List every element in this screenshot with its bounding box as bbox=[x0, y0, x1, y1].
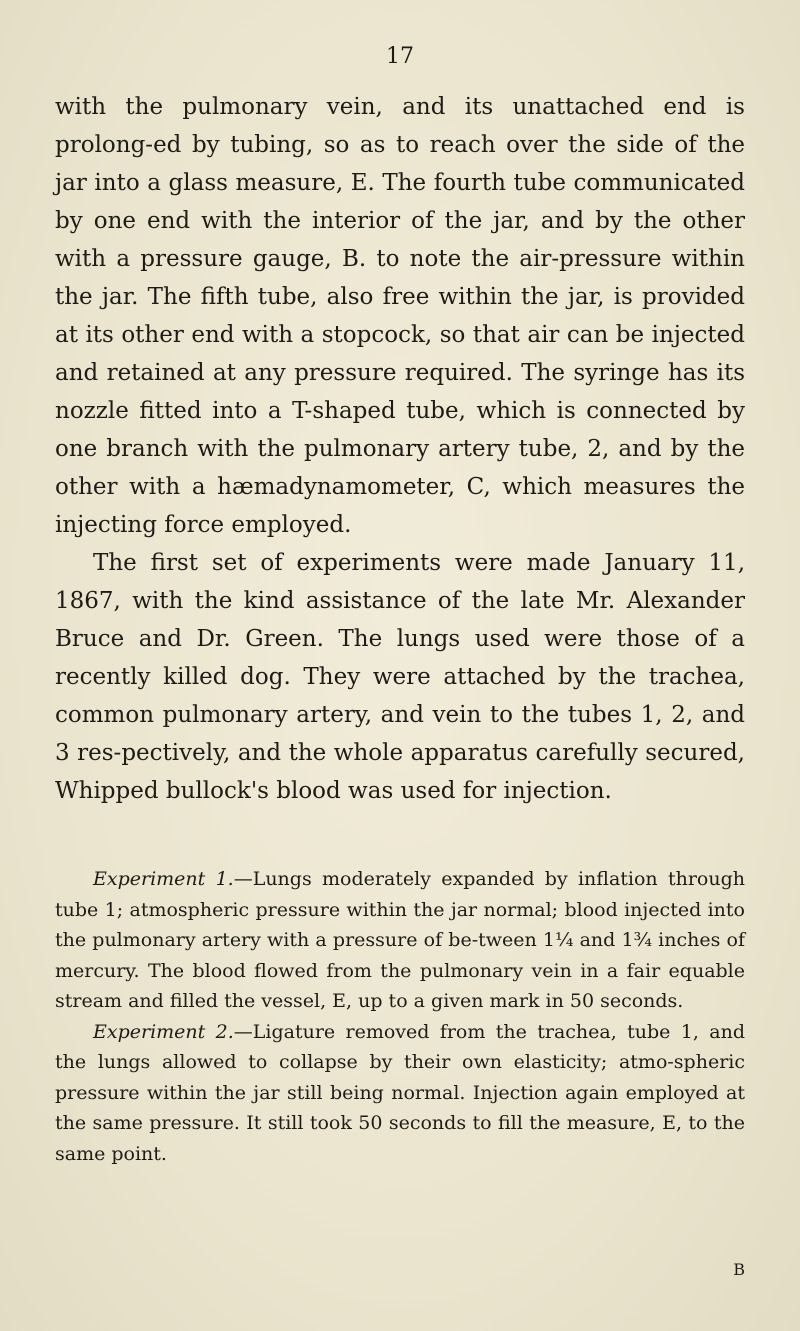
page-number: 17 bbox=[386, 44, 414, 69]
signature-mark: B bbox=[733, 1260, 745, 1279]
experiments-section bbox=[55, 864, 745, 1169]
main-text bbox=[55, 88, 745, 810]
paragraph-first-experiments: The first set of experiments were made January 11, 1867, with the kind assistance of the late Mr. Alexander Bruce and Dr. Green. The lungs used were those of a recently killed dog. They were attached by the trachea, common pulmonary artery, and vein to the tubes 1, 2, and 3 res-pectively, and the whole apparatus carefully secured, Whipped bullock's blood was used for injection. bbox=[55, 550, 745, 804]
experiment-2-label: Experiment 2. bbox=[93, 1020, 234, 1043]
experiment-1-paragraph bbox=[55, 864, 745, 1017]
experiment-1-label: Experiment 1. bbox=[93, 868, 234, 890]
paragraph-apparatus-description: with the pulmonary vein, and its unattached end is prolong-ed by tubing, so as to reach over the side of the jar into a glass measure, E. The fourth tube communicated by one end with the interior of the jar, and by the other with a pressure gauge, B. to note the air-pressure within the jar. The fifth tube, also free within the jar, is provided at its other end with a stopcock, so that air can be injected and retained at any pressure required. The syringe has its nozzle fitted into a T-shaped tube, which is connected by one branch with the pulmonary artery tube, 2, and by the other with a hæmadynamometer, C, which measures the injecting force employed. bbox=[55, 94, 745, 538]
experiment-2-text: —Ligature removed from the trachea, tube 1, and the lungs allowed to collapse by their own elasticity; atmo-spheric pressure within the jar still being normal. Injection again employed at the same pressure. It still took 50 seconds to fill the measure, E, to the same point. bbox=[55, 1020, 746, 1165]
experiment-1-text: —Lungs moderately expanded by inflation through tube 1; atmospheric pressure within the jar normal; blood injected into the pulmonary artery with a pressure of be-tween 1¼ and 1¾ inches of mercury. The blood flowed from the pulmonary vein in a fair equable stream and filled the vessel, E, up to a given mark in 50 seconds. bbox=[55, 868, 745, 1012]
experiment-2-paragraph bbox=[55, 1017, 745, 1170]
